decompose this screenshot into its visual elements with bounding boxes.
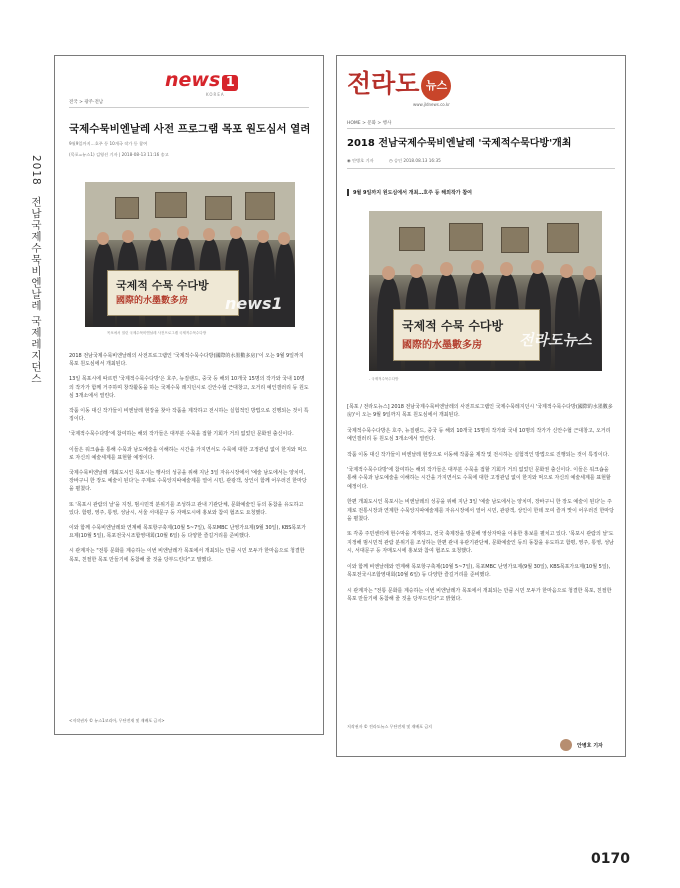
photo-caption: - 국제적수묵수다방 (369, 377, 399, 381)
news1-logo-sub: KOREA (206, 92, 225, 97)
news1-logo: news 1 (165, 69, 238, 91)
article-news1 (54, 55, 324, 735)
copyright-footer: 저작권자 © 전라도뉴스 무단전재 및 재배포 금지 (347, 724, 433, 729)
article-body: [목포 / 전라도뉴스] 2018 전남국제수묵비엔날레의 사전프로그램인 국제수묵레지던시 '국제적수묵수다방(國際的水墨數多房)'이 오는 9월 9일까지 목포 원도심에서 개최된다. 국제적수묵수다방은 호주, 뉴질랜드, 중국 등 해외 10개국 15명의 작가와 국내 10명의 작가가 신안수협 근대창고, 오거리 예인갤러리 등 원도심 3개소에서 열린다. 작품 이동 대신 작가들이 비엔날레 현장으로 이동해 작품을 제작 및 전시하는 실험적인 방법으로 진행되는 것이 특징이다. '국제적수묵수다방'에 참여하는 해외 작가들은 대부분 수묵을 접할 기회가 거의 없었던 문화권 출신이다. 이들은 워크숍을 통해 수묵과 남도예술을 이해하는 시간을 가지면서도 수묵에 대한 고정관념 없이 한지와 먹으로 자신의 예술세계를 표현할 예정이다. 한편 개최도시인 목포시는 비엔날레의 성공을 위해 지난 3일 '예술 남도에서는 양치미, 장바구니 한 장도 예술이 된다'는 주제로 전통시장과 연계한 수묵앙지따예술제를 자유시장에서 열어 시민, 관광객, 상인이 한데 모여 즐겨 맛이 어우러진 한마당을 펼쳤다. 또 각종 주민센터에 현수막을 게재하고, 전국 축제장을 방문해 영상자막을 이용한 홍보를 펼치고 있다. '목포시 관람의 날'도 지정해 범시민적 관람 분위기를 조성하는 한편 관내 유관기관단체, 문화예술인 등의 동참을 유도하고 함평, 영주, 통영, 성남시, 서대문구 등 자매도시에 홍보와 참여 협조도 요청했다. 이와 함께 비엔날레와 연계해 목포항구축제(10월 5~7일), 목포MBC 난영가요제(9월 30일), KBS목포가요제(10월 5일), 목포전국시조합영대회(10월 6일) 등 다양한 즐길거리를 준비했다. 시 관계자는 "전통 문화를 계승하는 이번 비엔날레가 목포에서 개최되는 만큼 시민 모두가 한마음으로 청결한 목포, 친절한 목포 만들기에 동참해 줄 것을 당부드린다"고 밝혔다. (347, 404, 614, 602)
headline: 국제수묵비엔날레 사전 프로그램 목포 원도심서 열려 (69, 123, 311, 135)
breadcrumb: 전국 > 광주·전남 (69, 100, 104, 105)
photo-watermark: 전라도뉴스 (519, 331, 592, 349)
subhead: 9월9일까지…호주 등 10개국 작가 등 참여 (69, 141, 148, 146)
photo-caption: 목포에서 열린 국제수묵비엔날레 사전프로그램 국제적수묵수다방 (107, 331, 207, 335)
article-jldnews (336, 55, 626, 757)
article-photo (369, 211, 602, 371)
side-title: 전남국제수묵비엔날레 국제레지던스 (30, 196, 42, 385)
copyright-footer: <저작권자 © 뉴스1코리아, 무단전재 및 재배포 금지> (69, 718, 165, 723)
reporter-name: 안병호 기자 (577, 743, 603, 749)
photo-watermark: news1 (225, 294, 283, 313)
side-caption (30, 155, 44, 384)
page-number: 0170 (591, 851, 630, 867)
photo-banner: 국제적 수묵 수다방 國際的水墨數多房 (393, 309, 540, 361)
reporter-meta: ◉ 안병호 기자 (347, 158, 374, 163)
date-meta: ◷ 승인 2018.08.13 16:35 (389, 158, 441, 163)
reporter-avatar (560, 739, 572, 751)
photo-banner: 국제적 수묵 수다방 國際的水墨數多房 (107, 270, 239, 316)
jldnews-logo: 전라도 뉴스 (347, 64, 451, 101)
article-body: 2018 전남국제수묵비엔날레의 사전프로그램인 '국제적수묵수다방(國際的水墨數多房)'이 오는 9월 9일까지 목포 원도심에서 개최된다. 13일 목포시에 따르면 '국제적수묵수다방'은 호주, 뉴질랜드, 중국 등 해외 10개국 15명의 작가와 국내 10명의 작가가 함께 거주하며 창작활동을 하는 국제수묵 레지던시로 신안수협 근대창고, 오거리 예인갤러리 등 원도심 3개소에서 열린다. 작품 이동 대신 작가들이 비엔날레 현장을 찾아 작품을 제작하고 전시하는 실험적인 방법으로 진행되는 것이 특징이다. '국제적수묵수다방'에 참여하는 해외 작가들은 대부분 수묵을 접할 기회가 거의 없었던 문화권 출신이다. 이들은 워크숍을 통해 수묵과 남도예술을 이해하는 시간을 가지면서도 수묵에 대한 고정관념 없이 한지와 먹으로 자신의 예술세계를 표현할 예정이다. 국제수묵비엔날레 개최도시인 목포시는 행사의 성공을 위해 지난 3일 자유시장에서 '예술 남도에서는 양치미, 장바구니 한 장도 예술이 된다'는 주제로 수묵앙지따예술제를 열어 시민, 관광객, 상인이 함께 어우러진 한마당을 펼쳤다. 또 '목포시 관람의 날'을 지정, 범시민적 분위기를 조성하고 관내 기관단체, 문화예술인 등의 동참을 유도하고 있다. 함평, 영주, 통영, 성남시, 서울 서대문구 등 자매도시에 홍보와 참여 협조도 요청했다. 이와 함께 수묵비엔날레와 연계해 목포항구축제(10월 5~7일), 목포MBC 난영가요제(9월 30일), KBS목포가요제(10월 5일), 목포전국시조합영대회(10월 6일) 등 다양한 즐길거리를 준비했다. 시 관계자는 "전통 문화를 계승하는 이번 비엔날레가 목포에서 개최되는 만큼 시민 모두가 한마음으로 청결한 목포, 친절한 목포 만들기에 동참해 줄 것을 당부드린다"고 말했다. (69, 353, 309, 563)
headline: 2018 전남국제수묵비엔날레 '국제적수묵다방'개최 (347, 138, 572, 149)
jldnews-url: www.jldnews.co.kr (413, 102, 450, 107)
byline: (목포=뉴스1) 김영선 기자 | 2018-08-13 11:16 송고 (69, 152, 169, 157)
subhead: 9월 9일까지 원도심에서 개최…호주 등 해외작가 참여 (347, 189, 472, 196)
breadcrumb: HOME > 문화 > 행사 (347, 121, 392, 126)
side-year: 2018 (30, 155, 42, 186)
article-photo (85, 182, 295, 327)
